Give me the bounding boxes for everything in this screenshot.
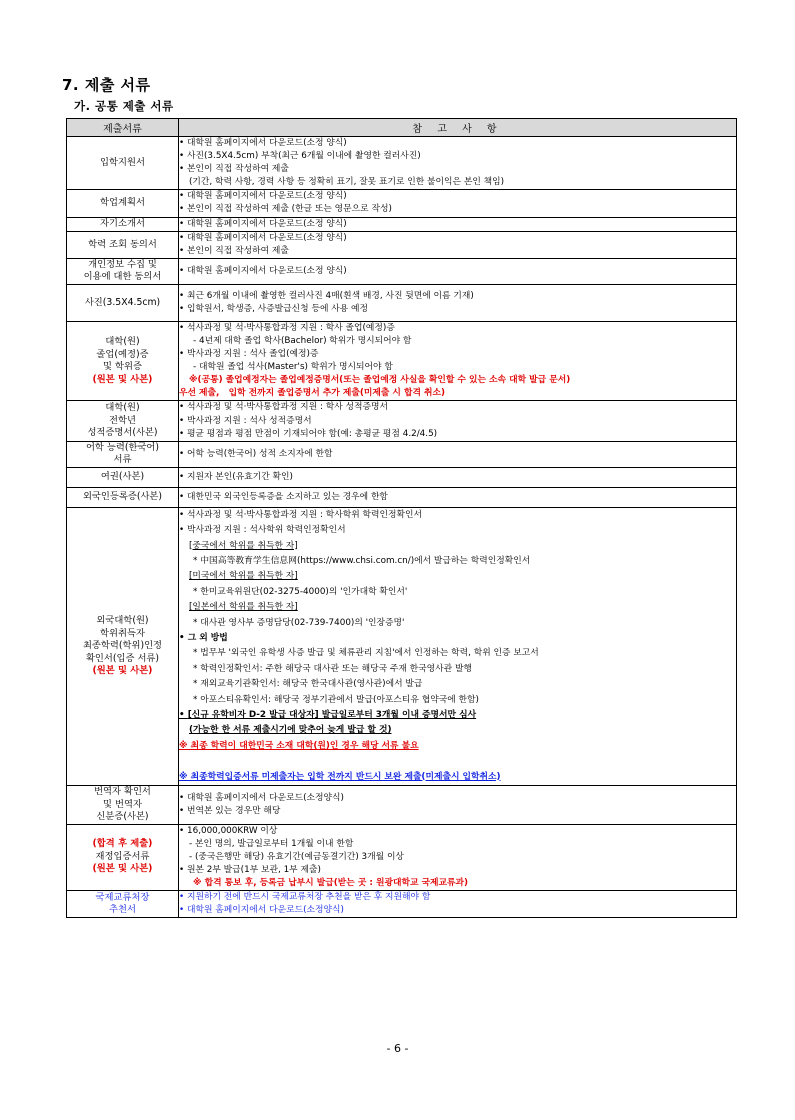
label-text-original-copy: (원본 및 사본) — [92, 863, 153, 875]
note-part: 입학 전까지 졸업증명서 추가 제출(미제출 시 합격 취소) — [228, 388, 446, 399]
note-line: • 대한민국 외국인등록증을 소지하고 있는 경우에 한함 — [179, 491, 736, 504]
note-line: • 원본 2부 발급(1부 보관, 1부 제출) — [179, 864, 736, 877]
page-number: - 6 - — [386, 1042, 409, 1055]
note-line-china: [중국에서 학위를 취득한 자] — [189, 540, 298, 551]
note-line: * 학력인정확인서: 주한 해당국 대사관 또는 해당국 주재 한국영사관 발행 — [193, 663, 472, 674]
doc-notes — [179, 321, 737, 401]
header-notes: 참 고 사 항 — [179, 119, 737, 137]
note-line: * 법무부 '외국인 유학생 사증 발급 및 체류관리 지침'에서 인정하는 학력, 학위 인증 보고서 — [193, 648, 539, 659]
note-line: • 어학 능력(한국어) 성적 소지자에 한함 — [179, 448, 736, 461]
note-line: • 박사과정 지원 : 석사 성적증명서 — [179, 415, 736, 428]
table-row-recommendation-letter — [67, 890, 737, 917]
table-row-application-form — [67, 137, 737, 190]
doc-notes — [179, 824, 737, 890]
note-line: • 대학원 홈페이지에서 다운로드(소정 양식) — [179, 218, 736, 231]
note-line: (기간, 학력 사항, 경력 사항 등 정확히 표기, 잘못 표기로 인한 불이익은 본인 책임) — [189, 177, 505, 188]
doc-notes — [179, 231, 737, 258]
note-line: • 본인이 직접 작성하여 제출 (한글 또는 영문으로 작성) — [179, 203, 736, 216]
doc-notes — [179, 487, 737, 507]
note-line: • 사진(3.5X4.5cm) 부착(최근 6개월 이내에 촬영한 컬러사진) — [179, 150, 736, 163]
note-line: • 대학원 홈페이지에서 다운로드(소정양식) — [179, 904, 736, 917]
label-text: 자기소개서 — [100, 217, 145, 229]
label-text: 이용에 대한 동의서 — [83, 271, 162, 283]
label-text: 외국대학(원) — [96, 615, 149, 627]
note-line-visa: • [신규 유학비자 D-2 발급 대상자] 발급일로부터 3개월 이내 증명서만 심사 — [179, 708, 736, 723]
label-text: 대학(원) — [105, 336, 140, 348]
doc-notes — [179, 441, 737, 467]
label-text: 최종학력(학위)인정 — [82, 640, 163, 652]
note-line: • 석사과정 및 석·박사통합과정 지원 : 학사 졸업(예정)증 — [179, 322, 736, 335]
table-row-transcript — [67, 401, 737, 441]
note-line: - (중국은행만 해당) 유효기간(예금동결기간) 3개월 이상 — [189, 851, 404, 862]
table-row-translator-confirmation — [67, 786, 737, 825]
label-text: 확인서(입증 서류) — [85, 652, 160, 664]
note-spacer — [179, 754, 736, 769]
note-line-other-methods: • 그 외 방법 — [179, 631, 736, 646]
doc-label — [67, 467, 179, 487]
table-row-diploma — [67, 321, 737, 401]
required-documents-table — [66, 118, 737, 918]
table-row-self-introduction — [67, 217, 737, 231]
label-text: 성적증명서(사본) — [87, 427, 158, 439]
section-title: 7. 제출 서류 — [62, 76, 151, 94]
label-text: 학력 조회 동의서 — [88, 238, 157, 250]
label-text: 학위취득자 — [100, 627, 145, 639]
label-text: 추천서 — [109, 904, 136, 916]
doc-label — [67, 487, 179, 507]
note-line: • 석사과정 및 석·박사통합과정 지원 : 학사학위 학력인정확인서 — [179, 508, 736, 523]
label-text-original-copy: (원본 및 사본) — [92, 665, 153, 677]
note-line: • 대학원 홈페이지에서 다운로드(소정 양식) — [179, 137, 736, 150]
note-line: • 박사과정 지원 : 석사 졸업(예정)증 — [179, 348, 736, 361]
label-text: 학업계획서 — [100, 197, 145, 209]
note-line: • 대학원 홈페이지에서 다운로드(소정양식) — [179, 792, 736, 805]
doc-label — [67, 321, 179, 401]
note-line: • 본인이 직접 작성하여 제출 — [179, 245, 736, 258]
doc-notes — [179, 507, 737, 785]
label-text: 외국인등록증(사본) — [82, 490, 163, 502]
note-line: • 최근 6개월 이내에 촬영한 컬러사진 4매(흰색 배경, 사진 뒷면에 이름 기재) — [179, 290, 736, 303]
note-line-warning: ※ 합격 통보 후, 등록금 납부시 발급(받는 곳 : 원광대학교 국제교류과) — [193, 877, 469, 888]
doc-label — [67, 284, 179, 321]
table-row-photo — [67, 284, 737, 321]
label-text: 졸업(예정)증 — [96, 348, 149, 360]
doc-label — [67, 824, 179, 890]
note-line: - 4년제 대학 졸업 학사(Bachelor) 학위가 명시되어야 함 — [193, 335, 412, 346]
label-text: 입학지원서 — [100, 156, 145, 168]
note-line-warning — [179, 387, 736, 400]
doc-label — [67, 258, 179, 284]
label-text-original-copy: (원본 및 사본) — [92, 373, 153, 385]
table-row-privacy-consent — [67, 258, 737, 284]
label-text: 및 학위증 — [103, 361, 142, 373]
label-text: 전학년 — [109, 414, 136, 426]
label-text: 및 번역자 — [103, 798, 142, 810]
note-line: * 한미교육위원단(02-3275-4000)의 '인가대학 확인서' — [193, 586, 408, 597]
table-header-row — [67, 119, 737, 137]
table-row-alien-registration — [67, 487, 737, 507]
label-text: 어학 능력(한국어) — [85, 441, 160, 453]
note-line: * 아포스티유확인서: 해당국 정부기관에서 발급(아포스티유 협약국에 한함) — [193, 694, 479, 705]
doc-label — [67, 441, 179, 467]
note-line: - 대학원 졸업 석사(Master's) 학위가 명시되어야 함 — [193, 362, 393, 373]
doc-notes — [179, 786, 737, 825]
note-line: • 지원하기 전에 반드시 국제교류처장 추천을 받은 후 지원해야 함 — [179, 891, 736, 904]
table-row-language-proficiency — [67, 441, 737, 467]
table-row-education-inquiry-consent — [67, 231, 737, 258]
doc-notes — [179, 258, 737, 284]
note-line: * 재외교육기관확인서: 해당국 한국대사관(영사관)에서 발급 — [193, 679, 423, 690]
table-row-financial-proof — [67, 824, 737, 890]
note-part: 우선 제출, — [179, 388, 220, 399]
doc-notes — [179, 190, 737, 217]
note-line: • 지원자 본인(유효기간 확인) — [179, 471, 736, 484]
doc-notes — [179, 284, 737, 321]
doc-label — [67, 137, 179, 190]
label-text: 재정입증서류 — [95, 850, 150, 862]
note-line-japan: [일본에서 학위를 취득한 자] — [189, 602, 298, 613]
label-text: 사진(3.5X4.5cm) — [84, 296, 161, 308]
label-text: 서류 — [113, 454, 132, 466]
note-line: - 본인 명의, 발급일로부터 1개월 이내 한함 — [189, 838, 354, 849]
subsection-title: 가. 공통 제출 서류 — [74, 99, 174, 113]
note-line: * 대사관 영사부 증명담당(02-739-7400)의 '인장증명' — [193, 617, 405, 628]
note-line-warning: ※(공통) 졸업예정자는 졸업예정증명서(또는 졸업예정 사실을 확인할 수 있는 소속 대학 발급 문서) — [189, 375, 571, 386]
doc-notes — [179, 137, 737, 190]
header-doc: 제출서류 — [67, 119, 179, 137]
note-line: • 번역본 있는 경우만 해당 — [179, 805, 736, 818]
doc-label — [67, 507, 179, 785]
note-line: • 본인이 직접 작성하여 제출 — [179, 163, 736, 176]
note-line-usa: [미국에서 학위를 취득한 자] — [189, 571, 298, 582]
note-line: • 16,000,000KRW 이상 — [179, 825, 736, 838]
doc-notes — [179, 401, 737, 441]
label-text: 대학(원) — [105, 402, 140, 414]
doc-label — [67, 786, 179, 825]
note-line: • 박사과정 지원 : 석사학위 학력인정확인서 — [179, 523, 736, 538]
doc-label — [67, 231, 179, 258]
note-line: • 대학원 홈페이지에서 다운로드(소정 양식) — [179, 232, 736, 245]
doc-label — [67, 890, 179, 917]
table-row-foreign-degree-verification — [67, 507, 737, 785]
note-line: • 평균 평점과 평점 만점이 기재되어야 함(예: 총평균 평점 4.2/4.5) — [179, 428, 736, 441]
doc-label — [67, 401, 179, 441]
note-line: • 석사과정 및 석·박사통합과정 지원 : 학사 성적증명서 — [179, 401, 736, 414]
doc-notes — [179, 217, 737, 231]
doc-notes — [179, 467, 737, 487]
label-text-after-admission: (합격 후 제출) — [92, 838, 153, 850]
note-line: * 中国高等教育学生信息网(https://www.chsi.com.cn/)에서 발급하는 학력인정확인서 — [193, 555, 531, 566]
doc-label — [67, 217, 179, 231]
label-text: 여권(사본) — [100, 470, 145, 482]
doc-notes — [179, 890, 737, 917]
note-line-warning: ※ 최종학력입증서류 미제출자는 입학 전까지 반드시 보완 제출(미제출시 입학취소) — [179, 771, 501, 782]
label-text: 개인정보 수집 및 — [88, 258, 157, 270]
table-row-passport — [67, 467, 737, 487]
label-text: 번역자 확인서 — [94, 786, 151, 797]
label-text: 국제교류처장 — [95, 891, 150, 903]
label-text: 신분증(사본) — [96, 811, 149, 822]
table-row-study-plan — [67, 190, 737, 217]
note-line: • 입학원서, 학생증, 사증발급신청 등에 사용 예정 — [179, 303, 736, 316]
note-line: (가능한 한 서류 제출시기에 맞추어 늦게 발급 할 것) — [189, 725, 392, 736]
note-line-warning: ※ 최종 학력이 대한민국 소재 대학(원)인 경우 해당 서류 불요 — [179, 740, 419, 751]
note-line: • 대학원 홈페이지에서 다운로드(소정 양식) — [179, 190, 736, 203]
doc-label — [67, 190, 179, 217]
note-line: • 대학원 홈페이지에서 다운로드(소정 양식) — [179, 265, 736, 278]
